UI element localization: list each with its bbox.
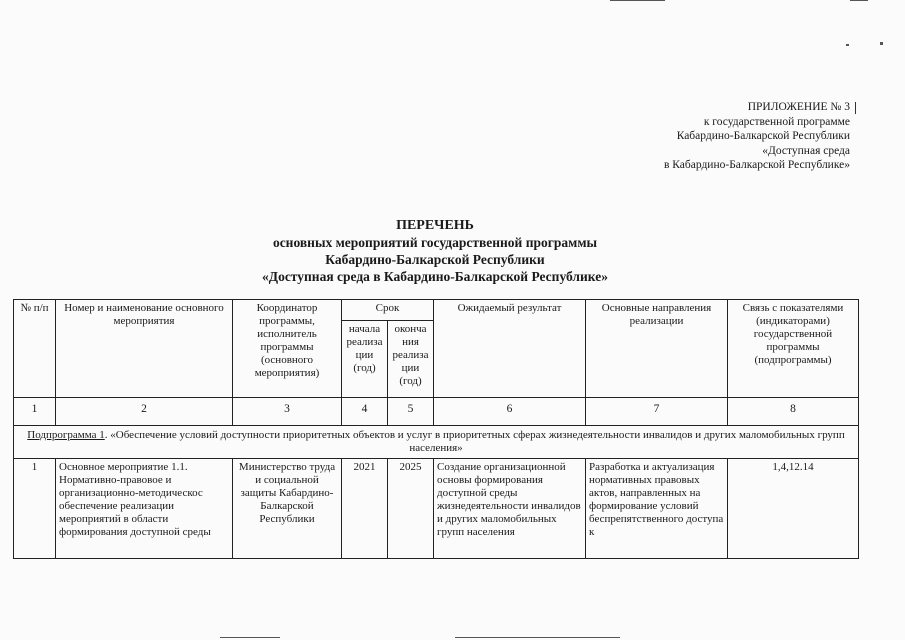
cell-no: 1 bbox=[14, 459, 56, 559]
header-row bbox=[14, 300, 859, 321]
cell-link: 1,4,12.14 bbox=[728, 459, 859, 559]
header-directions: Основные направления реализации bbox=[586, 300, 728, 398]
header-result: Ожидаемый результат bbox=[434, 300, 586, 398]
column-number: 8 bbox=[728, 398, 859, 426]
header-link: Связь с показателями (индикаторами) государственной программы (подпрограммы) bbox=[728, 300, 859, 398]
cell-start: 2021 bbox=[342, 459, 388, 559]
column-number: 1 bbox=[14, 398, 56, 426]
cell-directions: Разработка и актуализация нормативных правовых актов, направленных на формирование условий беспрепятственного доступа к bbox=[586, 459, 728, 559]
document-subtitle: Кабардино-Балкарской Республики bbox=[325, 252, 545, 267]
scan-mark bbox=[846, 44, 849, 46]
scan-mark bbox=[850, 0, 868, 1]
scan-mark bbox=[220, 637, 280, 638]
column-number: 2 bbox=[56, 398, 233, 426]
header-coordinator: Координатор программы, исполнитель программы (основного мероприятия) bbox=[233, 300, 342, 398]
appendix-line: Кабардино-Балкарской Республики bbox=[676, 130, 850, 142]
activities-table bbox=[13, 299, 859, 559]
scan-mark bbox=[610, 0, 665, 1]
document-title: ПЕРЕЧЕНЬ bbox=[396, 218, 474, 233]
scan-mark bbox=[855, 102, 856, 114]
header-no: № п/п bbox=[14, 300, 56, 398]
column-number: 4 bbox=[342, 398, 388, 426]
appendix-block bbox=[560, 100, 850, 173]
header-start: начала реализа ции (год) bbox=[342, 321, 388, 398]
cell-coordinator: Министерство труда и социальной защиты Кабардино-Балкарской Республики bbox=[233, 459, 342, 559]
subprogram-cell bbox=[14, 426, 859, 459]
header-term: Срок bbox=[342, 300, 434, 321]
column-number: 6 bbox=[434, 398, 586, 426]
cell-result: Создание организационной основы формирования доступной среды жизнедеятельности инвалидов и других маломобильных групп населения bbox=[434, 459, 586, 559]
header-end: оконча ния реализа ции (год) bbox=[388, 321, 434, 398]
subprogram-title: . «Обеспечение условий доступности приоритетных объектов и услуг в приоритетных сферах жизнедеятельности инвалидов и других маломобильных групп населения» bbox=[104, 429, 845, 454]
appendix-line: в Кабардино-Балкарской Республике» bbox=[663, 159, 850, 171]
subprogram-row bbox=[14, 426, 859, 459]
document-heading bbox=[150, 217, 720, 285]
column-numbers-row bbox=[14, 398, 859, 426]
table-row bbox=[14, 459, 859, 559]
subprogram-label: Подпрограмма 1 bbox=[27, 429, 105, 441]
document-subtitle: основных мероприятий государственной программы bbox=[272, 235, 598, 250]
appendix-line: к государственной программе bbox=[703, 115, 850, 128]
cell-name: Основное мероприятие 1.1. Нормативно-правовое и организационно-методическос обеспечение реализации мероприятий в области формирования доступной среды bbox=[56, 459, 233, 559]
column-number: 5 bbox=[388, 398, 434, 426]
cell-end: 2025 bbox=[388, 459, 434, 559]
scan-mark bbox=[880, 42, 883, 45]
appendix-title: ПРИЛОЖЕНИЕ № 3 bbox=[747, 101, 850, 113]
document-subtitle: «Доступная среда в Кабардино-Балкарской Республике» bbox=[262, 269, 608, 284]
appendix-line: «Доступная среда bbox=[762, 144, 850, 157]
scan-mark bbox=[455, 637, 620, 638]
header-name: Номер и наименование основного мероприятия bbox=[56, 300, 233, 398]
column-number: 7 bbox=[586, 398, 728, 426]
column-number: 3 bbox=[233, 398, 342, 426]
